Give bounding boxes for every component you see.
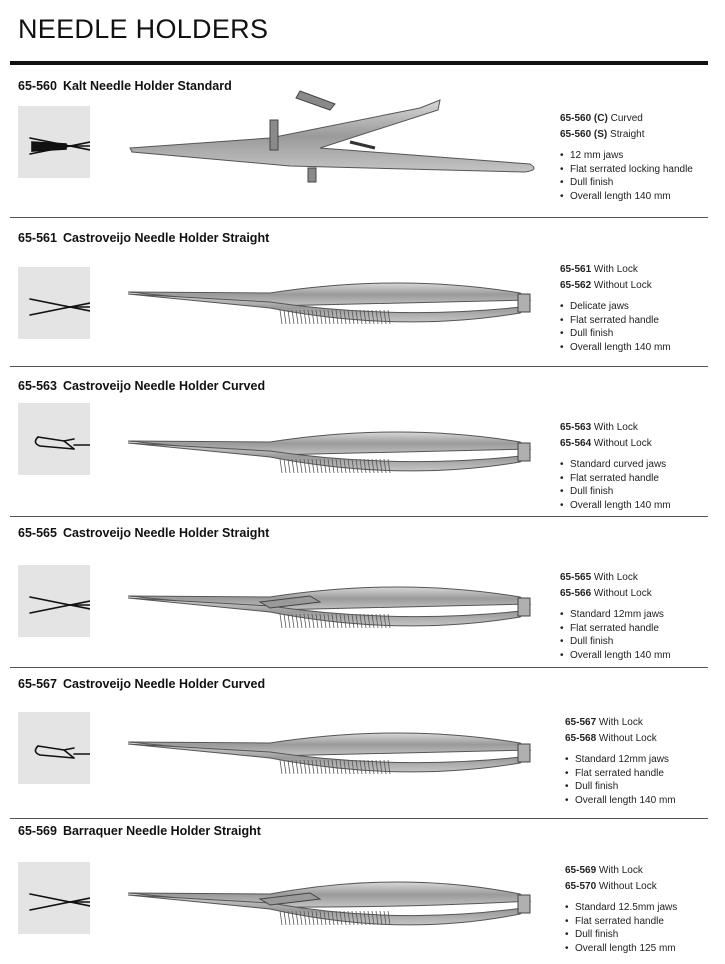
feature-item: • Dull finish (560, 485, 671, 499)
instrument-illustration (120, 86, 550, 196)
spring-joint (518, 443, 530, 461)
upper-arm (128, 733, 530, 756)
product-code: 65-560 (18, 79, 57, 93)
product-heading (18, 379, 265, 393)
feature-item: • Standard curved jaws (560, 458, 671, 472)
product-code: 65-561 (18, 231, 57, 245)
variant-line (565, 863, 677, 879)
jaw-detail-thumbnail (18, 267, 90, 339)
variant-code: 65-562 (560, 280, 592, 291)
product-heading (18, 677, 265, 691)
product-specs (565, 715, 676, 807)
lock-pin (308, 168, 316, 182)
product-heading (18, 824, 261, 838)
product-specs (560, 420, 671, 512)
product-name: Castroveijo Needle Holder Curved (62, 677, 266, 691)
feature-item: • Overall length 140 mm (560, 649, 671, 663)
instrument-illustration (120, 859, 550, 949)
variant-label: With Lock (598, 717, 643, 728)
feature-item: • Flat serrated handle (565, 767, 676, 781)
product-name: Castroveijo Needle Holder Straight (62, 526, 270, 540)
variant-code: 65-564 (560, 438, 592, 449)
jaw-detail-thumbnail (18, 712, 90, 784)
variant-line (560, 278, 671, 294)
spring-joint (518, 895, 530, 913)
variant-code: 65-565 (560, 572, 592, 583)
variant-line (560, 586, 671, 602)
variant-code: 65-568 (565, 733, 597, 744)
feature-item: • Delicate jaws (560, 300, 671, 314)
upper-arm (128, 882, 530, 907)
product-section (10, 66, 708, 218)
product-heading (18, 526, 269, 540)
product-specs (560, 111, 693, 203)
feature-item: • Overall length 140 mm (560, 341, 671, 355)
feature-item: • Flat serrated handle (560, 472, 671, 486)
feature-item: • Flat serrated handle (560, 622, 671, 636)
variant-type-code: (C) (593, 113, 608, 124)
product-code: 65-567 (18, 677, 57, 691)
variant-line (560, 262, 671, 278)
product-code: 65-569 (18, 824, 57, 838)
jaw-detail-thumbnail (18, 565, 90, 637)
feature-item: • Overall length 140 mm (565, 794, 676, 808)
variant-type-code: (S) (593, 129, 608, 140)
instrument-illustration (120, 562, 550, 652)
variant-line (565, 879, 677, 895)
feature-list (565, 753, 676, 807)
variant-line (560, 127, 693, 143)
product-name: Castroveijo Needle Holder Straight (62, 231, 270, 245)
variant-code: 65-569 (565, 865, 597, 876)
variant-code: 65-560 (560, 113, 592, 124)
feature-list (560, 300, 671, 354)
locking-handle (296, 91, 335, 110)
upper-arm (128, 587, 530, 610)
feature-item: • Standard 12.5mm jaws (565, 901, 677, 915)
variant-label: With Lock (593, 422, 638, 433)
variant-code: 65-560 (560, 129, 592, 140)
instrument-illustration (120, 258, 550, 348)
instrument-illustration (120, 407, 550, 497)
feature-item: • 12 mm jaws (560, 149, 693, 163)
variant-code: 65-563 (560, 422, 592, 433)
feature-item: • Dull finish (560, 327, 671, 341)
product-code: 65-565 (18, 526, 57, 540)
jaw-detail-thumbnail (18, 403, 90, 475)
product-name: Barraquer Needle Holder Straight (62, 824, 261, 838)
product-section (10, 367, 708, 517)
product-name: Castroveijo Needle Holder Curved (62, 379, 266, 393)
feature-item: • Overall length 140 mm (560, 499, 671, 513)
product-specs (560, 570, 671, 662)
feature-list (565, 901, 677, 955)
variant-label: With Lock (593, 264, 638, 275)
feature-item: • Flat serrated handle (565, 915, 677, 929)
variant-line (560, 111, 693, 127)
jaw-detail-thumbnail (18, 106, 90, 178)
feature-item: • Dull finish (560, 635, 671, 649)
variant-label: Without Lock (593, 280, 652, 291)
feature-item: • Overall length 125 mm (565, 942, 677, 956)
variant-label: With Lock (598, 865, 643, 876)
feature-list (560, 458, 671, 512)
upper-arm (128, 283, 530, 306)
product-specs (560, 262, 671, 354)
feature-item: • Standard 12mm jaws (560, 608, 671, 622)
spring-joint (518, 598, 530, 616)
feature-item: • Flat serrated locking handle (560, 163, 693, 177)
feature-item: • Overall length 140 mm (560, 190, 693, 204)
feature-item: • Flat serrated handle (560, 314, 671, 328)
title-divider (10, 61, 708, 65)
product-specs (565, 863, 677, 955)
feature-item: • Dull finish (565, 928, 677, 942)
upper-arm (128, 432, 530, 455)
variant-label: Without Lock (598, 881, 657, 892)
product-name: Kalt Needle Holder Standard (62, 79, 232, 93)
variant-line (560, 420, 671, 436)
product-section (10, 819, 708, 964)
feature-item: • Standard 12mm jaws (565, 753, 676, 767)
page-title: NEEDLE HOLDERS (18, 14, 269, 44)
variant-label: With Lock (593, 572, 638, 583)
variant-code: 65-570 (565, 881, 597, 892)
instrument-illustration (120, 708, 550, 798)
variant-code: 65-561 (560, 264, 592, 275)
feature-item: • Dull finish (560, 176, 693, 190)
product-section (10, 517, 708, 668)
feature-list (560, 149, 693, 203)
product-heading (18, 231, 269, 245)
variant-label: Curved (610, 113, 643, 124)
product-code: 65-563 (18, 379, 57, 393)
instrument-body (130, 100, 534, 172)
variant-line (560, 570, 671, 586)
feature-list (560, 608, 671, 662)
ratchet (350, 142, 375, 148)
jaw-detail-thumbnail (18, 862, 90, 934)
lock-post (270, 120, 278, 150)
variant-code: 65-567 (565, 717, 597, 728)
variant-line (560, 436, 671, 452)
feature-item: • Dull finish (565, 780, 676, 794)
variant-label: Straight (610, 129, 645, 140)
variant-line (565, 731, 676, 747)
variant-line (565, 715, 676, 731)
product-section (10, 218, 708, 367)
spring-joint (518, 744, 530, 762)
variant-label: Without Lock (593, 588, 652, 599)
variant-label: Without Lock (593, 438, 652, 449)
variant-code: 65-566 (560, 588, 592, 599)
product-section (10, 668, 708, 819)
spring-joint (518, 294, 530, 312)
variant-label: Without Lock (598, 733, 657, 744)
